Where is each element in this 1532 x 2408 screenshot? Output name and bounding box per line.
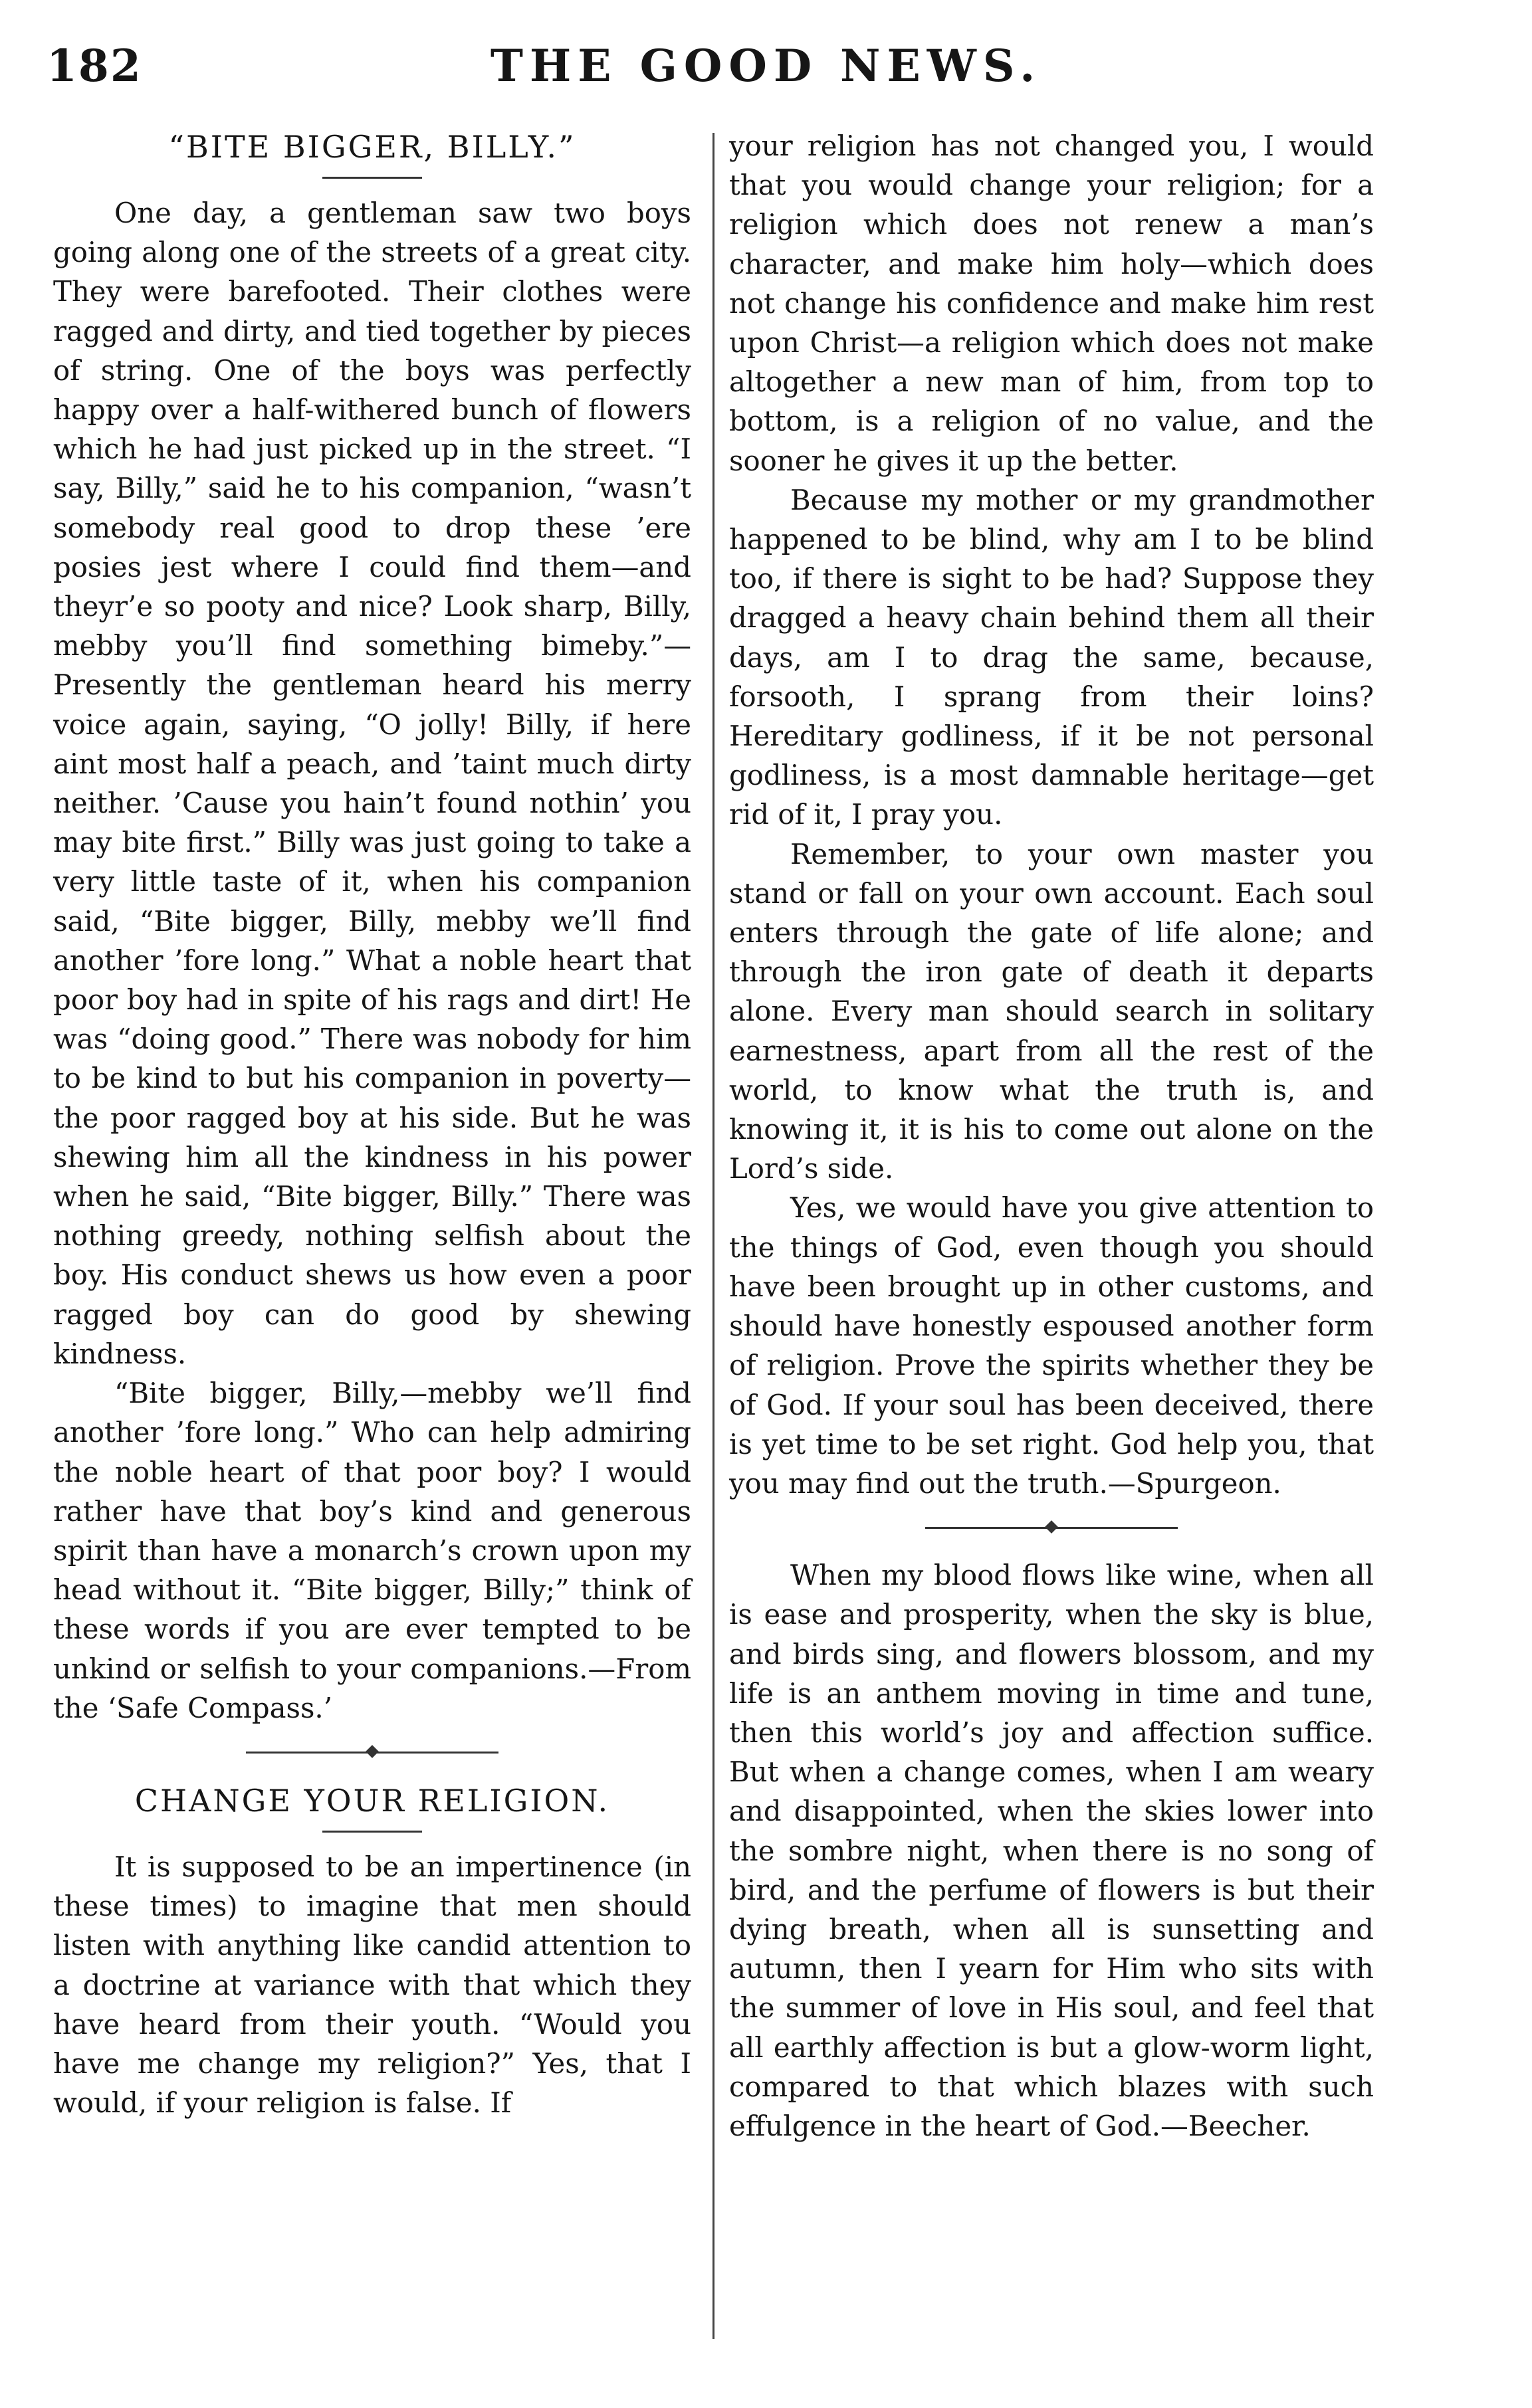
article-title-change-religion: CHANGE YOUR RELIGION. xyxy=(134,1782,610,1819)
page-header xyxy=(0,40,1532,100)
title-rule xyxy=(322,1831,422,1833)
right-column xyxy=(729,126,1374,2146)
column-divider xyxy=(712,133,714,2339)
title-rule xyxy=(322,177,422,179)
article-paragraph: Because my mother or my grandmother happened to be blind, why am I to be blind too, if there is sight to be had? Suppose they dragged a heavy chain behind them all their days, am I to drag the same, because, forsooth, I sprang from their loins? Hereditary godliness, if it be not personal godliness, is a most damnable heritage—get rid of it, I pray you. xyxy=(729,483,1374,831)
article-paragraph: “Bite bigger, Billy,—mebby we’ll find another ’fore long.” Who can help admiring the noble heart of that poor boy? I would rather have that boy’s kind and generous spirit than have a monarch’s crown upon my head without it. “Bite bigger, Billy;” think of these words if you are ever tempted to be unkind or selfish to your companions.—From the ‘Safe Compass.’ xyxy=(53,1377,691,1724)
article-title-bite-bigger: “BITE BIGGER, BILLY.” xyxy=(168,129,576,165)
section-divider xyxy=(925,1527,1178,1529)
article-paragraph: One day, a gentleman saw two boys going along one of the streets of a great city. They were barefooted. Their clothes were ragged and dirty, and tied together by pieces of string. One of the boys was perfectly happy over a half-withered bunch of flowers which he had just picked up in the street. “I say, Billy,” said he to his companion, “wasn’t somebody real good to drop these ’ere posies jest where I could find them—and theyr’e so pooty and nice? Look sharp, Billy, mebby you’ll find something bimeby.”—Presently the gentleman heard his merry voice again, saying, “O jolly! Billy, if here aint most half a peach, and ’taint much dirty neither. ’Cause you hain’t found nothin’ you may bite first.” Billy was just going to take a very little taste of it, when his companion said, “Bite bigger, Billy, mebby we’ll find another ’fore long.” What a noble heart that poor boy had in spite of his rags and dirt! He was “doing good.” There was nobody for him to be kind to but his companion in poverty—the poor ragged boy at his side. But he was shewing him all the kindness in his power when he said, “Bite bigger, Billy.” There was nothing greedy, nothing selfish about the boy. His conduct shews us how even a poor ragged boy can do good by shewing kindness. xyxy=(53,197,691,1370)
article-paragraph: It is supposed to be an impertinence (in these times) to imagine that men should listen with anything like candid attention to a doctrine at variance with that which they have heard from their youth. “Would you have me change my religion?” Yes, that I would, if your religion is false. If xyxy=(53,1850,691,2120)
article-paragraph: When my blood flows like wine, when all is ease and prosperity, when the sky is blue, and birds sing, and flowers blossom, and my life is an anthem moving in time and tune, then this world’s joy and affection suffice. But when a change comes, when I am weary and disappointed, when the skies lower into the sombre night, when there is no song of bird, and the perfume of flowers is but their dying breath, when all is sunsetting and autumn, then I yearn for Him who sits with the summer of love in His soul, and feel that all earthly affection is but a glow-worm light, compared to that which blazes with such effulgence in the heart of God.—Beecher. xyxy=(729,1559,1374,2142)
article-paragraph-continued: your religion has not changed you, I would that you would change your religion; for a religion which does not renew a man’s character, and make him holy—which does not change his confidence and make him rest upon Christ—a religion which does not make altogether a new man of him, from top to bottom, is a religion of no value, and the sooner he gives it up the better. xyxy=(729,130,1374,477)
article-paragraph: Yes, we would have you give attention to the things of God, even though you should have been brought up in other customs, and should have honestly espoused another form of religion. Prove the spirits whether they be of God. If your soul has been deceived, there is yet time to be set right. God help you, that you may find out the truth.—Spurgeon. xyxy=(729,1191,1374,1500)
page-number: 182 xyxy=(47,40,142,92)
publication-title: THE GOOD NEWS. xyxy=(490,40,1042,92)
left-column xyxy=(53,126,691,2122)
article-paragraph: Remember, to your own master you stand or fall on your own account. Each soul enters through the gate of life alone; and through the iron gate of death it departs alone. Every man should search in solitary earnestness, apart from all the rest of the world, to know what the truth is, and knowing it, it is his to come out alone on the Lord’s side. xyxy=(729,837,1374,1185)
section-divider xyxy=(246,1752,498,1754)
